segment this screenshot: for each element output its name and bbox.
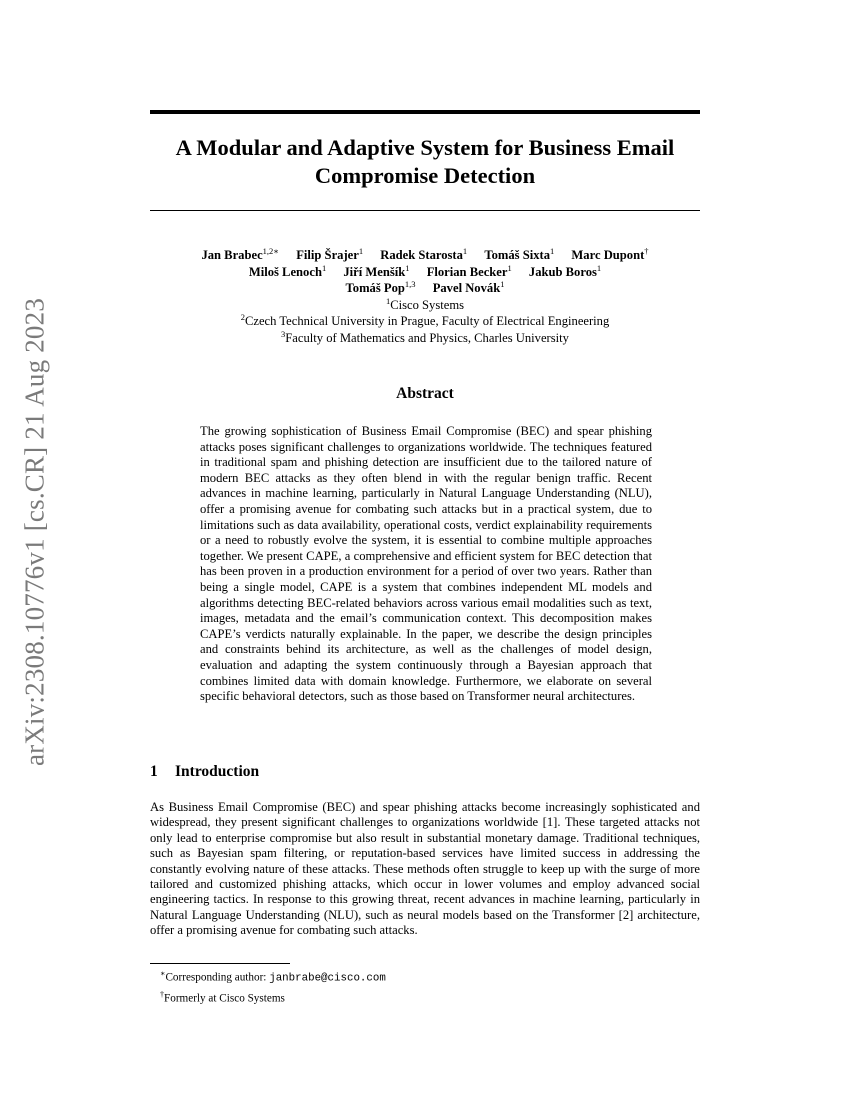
author-name: Filip Šrajer$^1$ <box>296 245 364 262</box>
footnote-corresponding-author: ∗Corresponding author: janbrabe@cisco.com <box>160 969 386 985</box>
affiliation: $^2$Czech Technical University in Prague, Faculty of Electrical Engineering <box>240 311 610 328</box>
section-heading-introduction <box>150 763 259 781</box>
author-line-1 <box>150 247 700 264</box>
section-title: Introduction <box>175 763 260 780</box>
author-name: Jan Brabec$^{1,2∗}$ <box>201 245 280 262</box>
author-name: Tomáš Sixta$^1$ <box>484 245 555 262</box>
author-name: Miloš Lenoch$^1$ <box>248 262 327 279</box>
affiliation: $^3$Faculty of Mathematics and Physics, Charles University <box>281 328 569 345</box>
title-bottom-rule <box>150 210 700 211</box>
affiliation: $^1$Cisco Systems <box>385 295 465 312</box>
author-block <box>150 247 700 346</box>
abstract-body: The growing sophistication of Business Email Compromise (BEC) and spear phishing attacks poses significant challenges to organizations worldwide. The techniques featured in traditional spam and phishing detection are insufficient due to the tailored nature of modern BEC attacks as they often blend in with the regular benign traffic. Recent advances in machine learning, particularly in Natural Language Understanding (NLU), offer a promising avenue for combating such attacks but in a practical system, due to limitations such as data availability, operational costs, verdict explainability requirements or a need to robustly evolve the system, it is essential to combine multiple approaches together. We present CAPE, a comprehensive and efficient system for BEC detection that has been proven in a production environment for a period of over two years. Rather than being a single model, CAPE is a system that combines independent ML models and algorithms detecting BEC-related behaviors across various email modalities such as text, images, metadata and the email’s communication context. This decomposition makes CAPE’s verdicts naturally explainable. In the paper, we describe the design principles and constraints behind its architecture, as well as the challenges of model design, evaluation and adapting the system continuously through a Bayesian approach that combines limited data with domain knowledge. Furthermore, we elaborate on several specific behavioral detectors, such as those based on Transformer neural architectures. <box>200 424 652 704</box>
author-name: Radek Starosta$^1$ <box>380 245 468 262</box>
author-name: Jakub Boros$^1$ <box>528 262 602 279</box>
author-line-2 <box>150 264 700 281</box>
footnote-rule <box>150 963 290 964</box>
corresponding-email: janbrabe@cisco.com <box>269 972 386 985</box>
footnotes <box>160 966 386 1007</box>
paper-title-line-2: Compromise Detection <box>314 163 536 188</box>
author-name: Marc Dupont† <box>571 245 649 262</box>
paper-title-line-1: A Modular and Adaptive System for Business Email <box>175 135 675 160</box>
title-top-rule <box>150 110 700 114</box>
arxiv-identifier-stamp: arXiv:2308.10776v1 [cs.CR] 21 Aug 2023 <box>19 297 50 767</box>
author-name: Tomáš Pop$^{1,3}$ <box>345 278 416 295</box>
paper-title <box>150 134 700 190</box>
abstract-heading: Abstract <box>396 385 454 402</box>
author-name: Jiří Menšík$^1$ <box>343 262 410 279</box>
author-name: Florian Becker$^1$ <box>426 262 512 279</box>
section-number: 1 <box>150 763 158 780</box>
author-line-3 <box>150 280 700 297</box>
author-name: Pavel Novák$^1$ <box>432 278 505 295</box>
footnote-former-affiliation: †Formerly at Cisco Systems <box>160 990 285 1005</box>
introduction-paragraph: As Business Email Compromise (BEC) and spear phishing attacks become increasingly sophisticated and widespread, they present significant challenges to organizations worldwide [1]. These targeted attacks not only lead to enterprise compromise but also result in substantial monetary damage. Traditional techniques, such as Bayesian spam filtering, or reputation-based services have limited success in addressing the constantly evolving nature of these attacks. These methods often struggle to keep up with the surge of more tailored and customized phishing attacks, which occur in lower volumes and employ advanced social engineering tactics. In response to this growing threat, recent advances in machine learning, particularly in Natural Language Understanding (NLU), such as neural models based on the Transformer [2] architecture, offer a promising avenue for combating such attacks. <box>150 800 700 938</box>
